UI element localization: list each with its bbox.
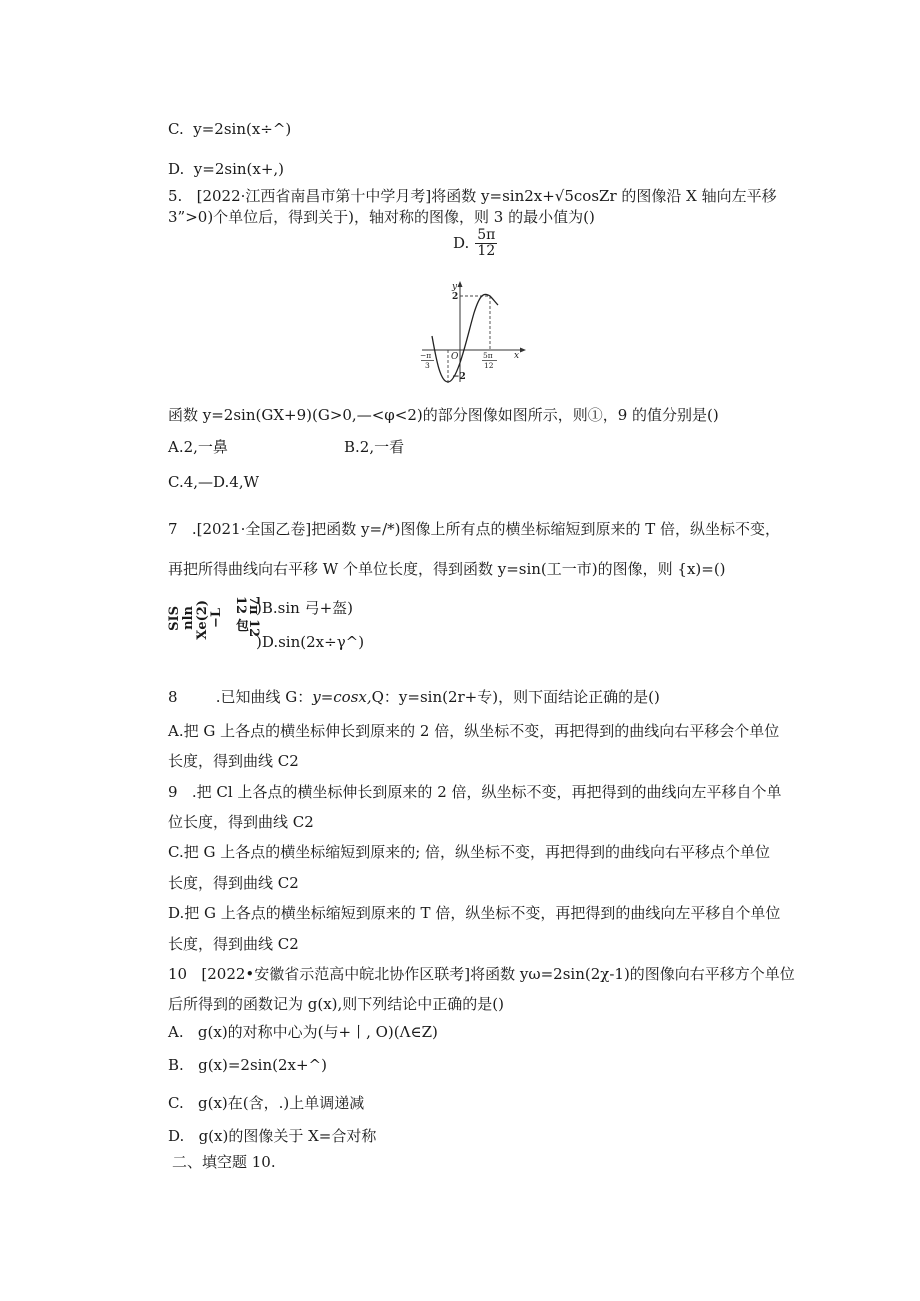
q6-option-b: B.2,一看 <box>344 438 405 456</box>
origin-label: O <box>451 352 459 362</box>
q5-option-d-label: D. <box>453 234 470 252</box>
q8-option-a-line2: 长度，得到曲线 C2 <box>168 752 299 770</box>
q8-option-c-line1: C.把 G 上各点的横坐标缩短到原来的; 倍，纵坐标不变，再把得到的曲线向右平移点个单位 <box>168 843 771 861</box>
q7-garble-col4: −L <box>209 608 224 629</box>
q6-option-a: A.2,一鼻 <box>168 438 228 456</box>
q7-stem-line2: 再把所得曲线向右平移 W 个单位长度，得到函数 y=sin(工一市)的图像，则 {x)=() <box>168 560 726 578</box>
q7-garble-col1: SIS <box>167 606 182 631</box>
q10-option-a: A. g(x)的对称中心为(与+丨, O)(Λ∈Z) <box>168 1023 438 1041</box>
q8-option-b-line1: 9 .把 Cl 上各点的横坐标伸长到原来的 2 倍，纵坐标不变，再把得到的曲线向左平移自个单 <box>168 783 782 801</box>
q7-stem-line1: 7 .[2021·全国乙卷]把函数 y=/*)图像上所有点的横坐标缩短到原来的 T 倍，纵坐标不变， <box>168 520 781 538</box>
q10-stem-line1: 10 [2022•安徽省示范高中皖北协作区联考]将函数 yω=2sin(2χ-1)的图像向右平移方个单位 <box>168 965 795 983</box>
q7-garble-col3: Xe(2) <box>195 600 210 640</box>
q4-option-d: D. y=2sin(x+,) <box>168 160 285 178</box>
q5-option-d-denominator: 12 <box>477 242 496 259</box>
q8-stem-prefix: 8 .已知曲线 G： <box>168 688 313 706</box>
q5-option-d-fraction <box>475 228 497 259</box>
q10-stem-line2: 后所得到的函数记为 g(x),则下列结论中正确的是() <box>168 995 505 1013</box>
q8-stem-formula: y=cosx, <box>312 688 372 706</box>
q8-stem <box>168 687 660 707</box>
q4-option-c: C. y=2sin(x÷^) <box>168 120 292 138</box>
q7-option-d: )D.sin(2x÷γ^) <box>256 633 365 651</box>
left-zero-numerator: −π <box>420 351 432 360</box>
right-peak-numerator: 5π <box>483 351 493 360</box>
q8-stem-suffix: Q：y=sin(2r+专)，则下面结论正确的是() <box>371 688 660 706</box>
y-axis-label: y <box>452 282 458 292</box>
q7-garbled-options-block <box>168 596 260 658</box>
y-axis-arrow <box>458 281 463 287</box>
right-peak-denominator: 12 <box>484 361 494 370</box>
q8-option-d-line2: 长度，得到曲线 C2 <box>168 935 299 953</box>
q8-option-c-line2: 长度，得到曲线 C2 <box>168 874 299 892</box>
q6-stem: 函数 y=2sin(GX+9)(G>0,—<φ<2)的部分图像如图所示，则①，9 的值分别是() <box>168 406 719 424</box>
q5-option-d <box>453 226 497 260</box>
x-axis-arrow <box>520 348 526 353</box>
left-zero-denominator: 3 <box>425 361 430 370</box>
q8-option-d-line1: D.把 G 上各点的横坐标缩短到原来的 T 倍，纵坐标不变，再把得到的曲线向左平移自个单位 <box>168 904 781 922</box>
q7-garble-col5: 7π 12 12 包 <box>233 596 261 638</box>
q10-option-b: B. g(x)=2sin(2x+^) <box>168 1056 327 1074</box>
q5-stem-line2: 3”>0)个单位后，得到关于)，轴对称的图像，则 3 的最小值为() <box>168 208 595 226</box>
q10-option-d: D. g(x)的图像关于 X=合对称 <box>168 1127 377 1145</box>
q7-option-b: )B.sin 弓+盔) <box>256 599 353 617</box>
q10-option-c: C. g(x)在(含，.)上单调递减 <box>168 1094 365 1112</box>
max-value-label: 2 <box>452 292 459 302</box>
sine-graph-figure <box>418 278 530 388</box>
q6-option-cd: C.4,—D.4,W <box>168 473 260 491</box>
q5-stem-line1: 5. [2022·江西省南昌市第十中学月考]将函数 y=sin2x+√5cosZr 的图像沿 X 轴向左平移 <box>168 187 777 205</box>
q7-garble-col2: nln <box>181 606 196 630</box>
q8-option-a-line1: A.把 G 上各点的横坐标伸长到原来的 2 倍，纵坐标不变，再把得到的曲线向右平移会个单位 <box>168 722 780 740</box>
q5-option-d-numerator: 5π <box>477 226 496 243</box>
section-title: 二、填空题 10. <box>172 1153 276 1171</box>
min-value-label: −2 <box>452 372 466 382</box>
x-axis-label: x <box>514 351 520 361</box>
q8-option-b-line2: 位长度，得到曲线 C2 <box>168 813 314 831</box>
